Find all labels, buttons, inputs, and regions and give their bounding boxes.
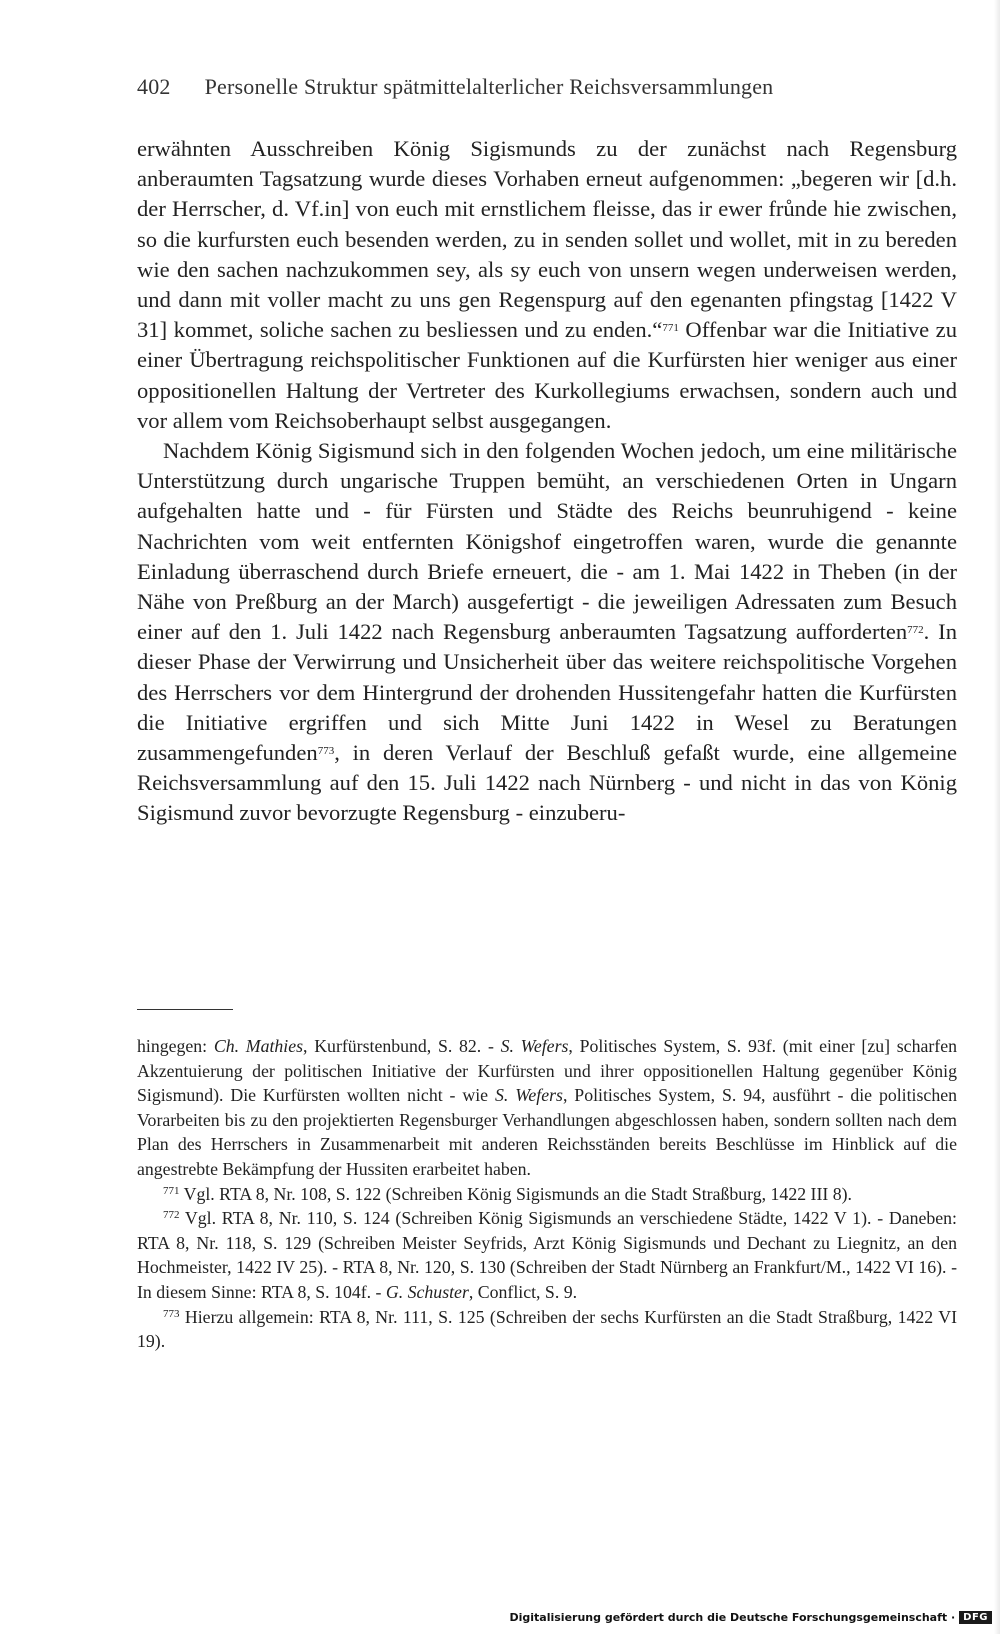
fn-cont-text-c: , Politisches System, S. 93f. (mit einer [zu] scharfen Akzentuierung der politischen Initiative der Kurfürsten und ihrer oppositionellen Haltung gegenüber König Sigismund). Die Kurfürsten wollten nicht - wie [137,1036,957,1106]
running-header [137,74,957,100]
footnote-number-772: 772 [163,1209,180,1222]
footnote-772-text-b: , Conflict, S. 9. [468,1281,578,1302]
footnote-773-text: Hierzu allgemein: RTA 8, Nr. 111, S. 125 (Schreiben der sechs Kurfürsten an die Stadt Straßburg, 1422 VI 19). [137,1306,957,1352]
footnote-continuation [137,1034,957,1182]
author-wefers-1: S. Wefers [500,1036,569,1056]
author-wefers-2: S. Wefers [494,1085,563,1106]
paragraph-2 [137,436,957,829]
footnote-ref-772: 772 [907,624,924,637]
scan-edge [994,0,1000,1634]
running-title: Personelle Struktur spätmittelalterlicher Reichsversammlungen [204,74,774,99]
fn-cont-text-d: , Politisches System, S. 94, ausführt - die politischen Vorarbeiten bis zu den projektierten Regensburger Verhandlungen abgeschlossen haben, sondern sollten nach dem Plan des Herrschers in Zusammenarbeit mit anderen Reichsständen bereits Beschlüsse im Hinblick auf die angestrebte Bekämpfung der Hussiten erarbeitet haben. [137,1085,957,1179]
footnote-number-771: 771 [163,1184,180,1197]
fn-cont-text-b: , Kurfürstenbund, S. 82. - [303,1036,501,1056]
author-mathies: Ch. Mathies [213,1036,304,1056]
footnote-number-773: 773 [163,1307,180,1320]
footnote-771-text: Vgl. RTA 8, Nr. 108, S. 122 (Schreiben König Sigismunds an die Stadt Straßburg, 1422 III 8). [179,1183,853,1204]
credit-text: Digitalisierung gefördert durch die Deutsche Forschungsgemeinschaft · [509,1611,956,1624]
footnotes [137,1034,957,1354]
digitization-credit [509,1611,992,1624]
footnote-772 [137,1206,957,1304]
dfg-logo-icon: DFG [959,1611,992,1624]
paragraph-2-text-a: Nachdem König Sigismund sich in den folgenden Wochen jedoch, um eine militärische Unterstützung durch ungarische Truppen bemüht, an verschiedenen Orten in Ungarn aufgehalten hatte und - für Fürsten und Städte des Reichs beunruhigend - keine Nachrichten vom weit entfernten Königshof eingetroffen waren, wurde die genannte Einladung überraschend durch Briefe erneuert, die - am 1. Mai 1422 in Theben (in der Nähe von Preßburg an der March) ausgefertigt - die jeweiligen Adressaten zum Besuch einer auf den 1. Juli 1422 nach Regensburg anberaumten Tagsatzung aufforderten [137,438,957,645]
paragraph-1 [137,134,957,436]
author-schuster: G. Schuster [385,1281,469,1302]
footnote-ref-773: 773 [317,745,335,758]
footnote-772-text-a: Vgl. RTA 8, Nr. 110, S. 124 (Schreiben König Sigismunds an verschiedene Städte, 1422 V 1). - Daneben: RTA 8, Nr. 118, S. 129 (Schreiben Meister Seyfrids, Arzt König Sigismunds und Dechant zu Liegnitz, an den Hochmeister, 1422 IV 25). - RTA 8, Nr. 120, S. 130 (Schreiben der Stadt Nürnberg an Frankfurt/M., 1422 VI 16). - In diesem Sinne: RTA 8, S. 104f. - [137,1208,957,1302]
footnote-773 [137,1305,957,1354]
page-number: 402 [137,74,171,99]
paragraph-1-text-a: erwähnten Ausschreiben König Sigismunds zu der zunächst nach Regensburg anberaumten Tagsatzung wurde dieses Vorhaben erneut aufgenommen: „begeren wir [d.h. der Herrscher, d. Vf.in] von euch mit ernstlichem fleisse, das ir ewer frůnde hie zwischen, so die kurfursten euch besenden werden, zu in senden sollet und wollet, mit in zu bereden wie den sachen nachzukommen sey, als sy euch von unsern wegen underweisen werden, und dann mit voller macht zu uns gen Regenspurg auf den egenanten pfingstag [1422 V 31] kommet, soliche sachen zu besliessen und zu enden.“ [137,136,957,343]
fn-cont-text-a: hingegen: [137,1036,214,1056]
paragraph-2-text-b: . In dieser Phase der Verwirrung und Unsicherheit über das weitere reichspolitische Vorgehen des Herrschers vor dem Hintergrund der drohenden Hussitengefahr hatten die Kurfürsten die Initiative ergriffen und sich Mitte Juni 1422 in Wesel zu Beratungen zusammengefunden [137,619,957,766]
footnote-ref-771: 771 [662,322,679,335]
footnote-divider [137,1009,233,1010]
paragraph-2-text-c: , in deren Verlauf der Beschluß gefaßt wurde, eine allgemeine Reichsversammlung auf den 15. Juli 1422 nach Nürnberg - und nicht in das von König Sigismund zuvor bevorzugte Regensburg - einzuberu- [137,740,957,826]
main-text [137,134,957,829]
footnote-771 [137,1182,957,1207]
paragraph-1-text-b: Offenbar war die Initiative zu einer Übertragung reichspolitischer Funktionen auf die Kurfürsten hier weniger aus einer oppositionellen Haltung der Vertreter des Kurkollegiums erwachsen, sondern auch und vor allem vom Reichsoberhaupt selbst ausgegangen. [137,317,958,433]
